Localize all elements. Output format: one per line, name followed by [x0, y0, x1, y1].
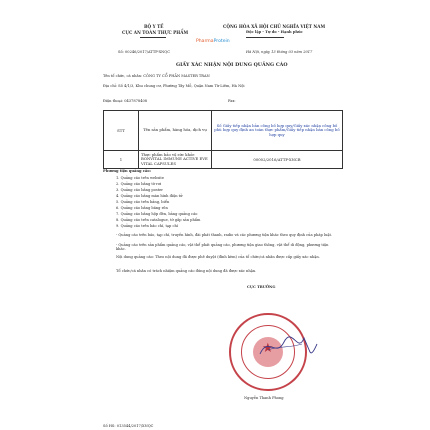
row-stt: 1 — [104, 151, 139, 169]
methods-note-4: Tổ chức/cá nhân có trách nhiệm quảng cáo đúng nội dung đã được xác nhận. — [116, 269, 257, 273]
company-fax: Fax: — [228, 99, 236, 103]
header-stt: STT — [104, 111, 139, 151]
header-right-underline — [246, 37, 284, 38]
ministry-name: BỘ Y TẾ — [144, 24, 164, 29]
document-number: Số: 00246/2017/ATTP-XNQC — [118, 50, 170, 54]
header-cert: Số Giấy tiếp nhận bản công bố hợp quy/Giấy xác nhận công bố phù hợp quy định an toàn thực phẩm/Giấy tiếp nhận bản công bố hợp quy — [212, 111, 343, 151]
list-item: 2. Quảng cáo bằng tờ rơi — [116, 182, 162, 186]
document-date: Hà Nội, ngày 13 tháng 03 năm 2017 — [246, 50, 313, 54]
methods-note-1: - Quảng cáo trên báo, tạp chí, truyền hình, đài phát thanh, radio và các phương tiện khác theo quy định của pháp luật. — [116, 233, 333, 237]
header-product: Tên sản phẩm, hàng hóa, dịch vụ — [139, 111, 212, 151]
signer-role: CỤC TRƯỞNG — [247, 285, 276, 289]
list-item: 8. Quảng cáo trên catalogue, tờ gấp sản phẩm — [116, 218, 201, 222]
pharma-logo: PharmaProtein — [196, 39, 230, 44]
list-item: 3. Quảng cáo bằng poster — [116, 188, 163, 192]
list-item: 7. Quảng cáo bằng hộp đèn, bảng quảng cáo — [116, 212, 198, 216]
methods-note-2: - Quảng cáo trên sản phẩm quảng cáo, vật thể phát quảng cáo, phương tiện giao thông, vật thể di động, phương tiện khác. — [116, 243, 329, 252]
table-header-row — [104, 111, 343, 151]
country-name: CỘNG HÒA XÃ HỘI CHỦ NGHĨA VIỆT NAM — [223, 24, 326, 29]
company-address: Địa chỉ: Số 4/1/3, Khu chung cư, Phường Tây Mỗ, Quận Nam Từ Liêm, Hà Nội — [103, 84, 245, 88]
table-row — [104, 151, 343, 169]
list-item: 6. Quảng cáo bằng băng rôn — [116, 206, 168, 210]
list-item: 5. Quảng cáo trên bảng, biển — [116, 200, 170, 204]
company-name: Tên tổ chức, cá nhân: CÔNG TY CỔ PHẦN MASTER TRAN — [103, 74, 210, 78]
methods-title: Phương tiện quảng cáo: — [103, 169, 151, 173]
product-table — [103, 110, 343, 169]
signer-name: Nguyễn Thanh Phong — [244, 396, 284, 400]
star-icon: ★ — [262, 341, 274, 356]
handwritten-signature — [258, 332, 318, 362]
list-item: 1. Quảng cáo trên website — [116, 176, 165, 180]
methods-note-3: Nội dung quảng cáo: Theo nội dung đã được phê duyệt (đính kèm) của tổ chức/cá nhân được cấp giấy xác nhận. — [116, 255, 320, 259]
file-number: Số HS: 013544/2017/XNQC — [103, 424, 154, 428]
page-title: GIẤY XÁC NHẬN NỘI DUNG QUẢNG CÁO — [176, 62, 288, 68]
department-name: CỤC AN TOÀN THỰC PHẨM — [122, 30, 189, 35]
row-cert: 00002/2016/ATTP-XNCB — [212, 151, 343, 169]
list-item: 4. Quảng cáo bằng màn hình điện tử — [116, 194, 183, 198]
national-motto: Độc lập - Tự do - Hạnh phúc — [246, 30, 303, 34]
row-product: Thực phẩm bảo vệ sức khỏe BONVITAL IMMUNE ACTIVE EVE VITAL CAPSULES — [139, 151, 212, 169]
list-item: 9. Quảng cáo trên báo chí, tạp chí — [116, 224, 178, 228]
header-left-underline — [140, 37, 166, 38]
company-phone: Điện thoại: 0437878408 — [103, 99, 148, 103]
